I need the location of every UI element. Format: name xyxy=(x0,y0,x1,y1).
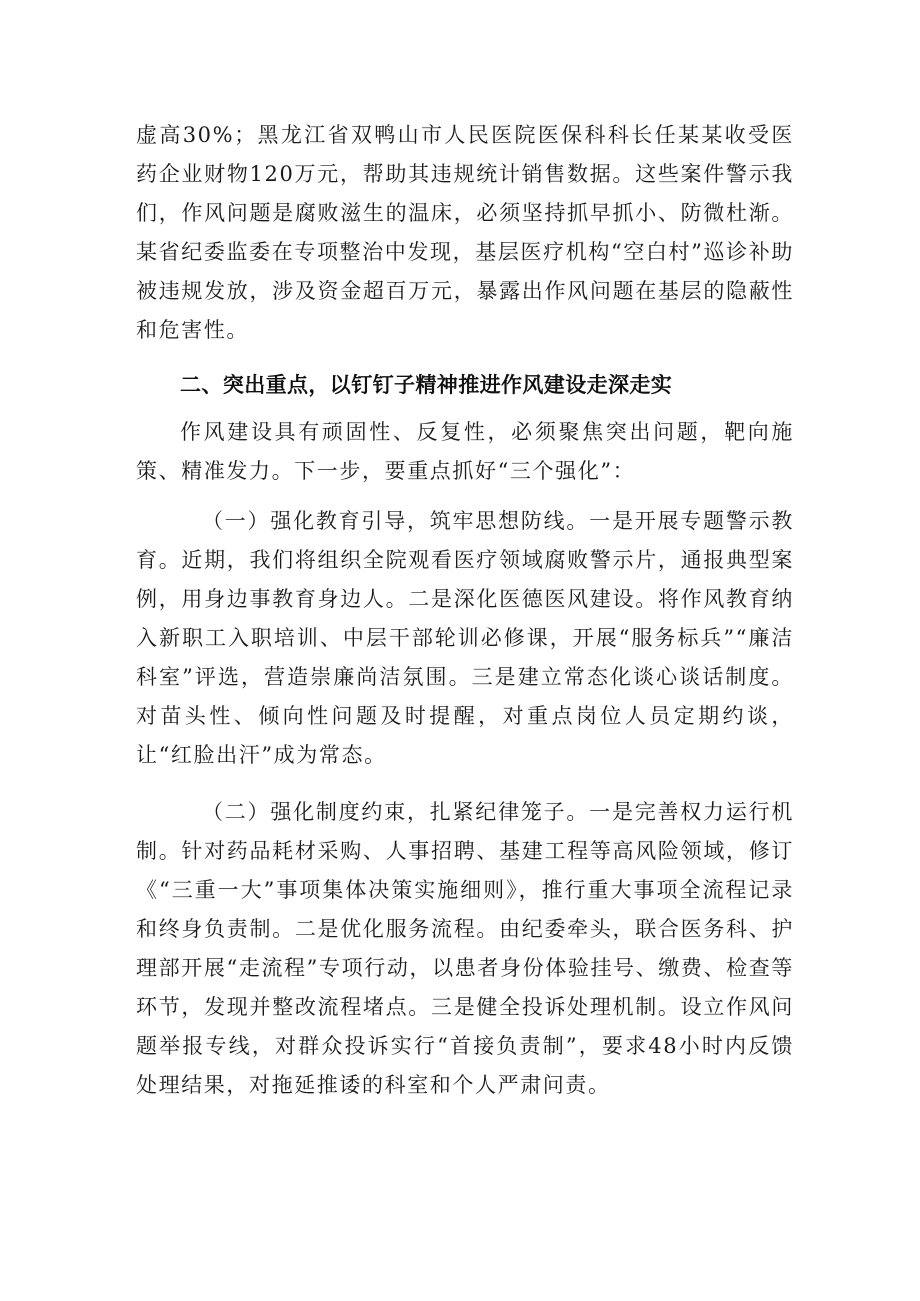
document-body xyxy=(136,116,794,1105)
paragraph-institution: （二）强化制度约束，扎紧纪律笼子。一是完善权力运行机制。针对药品耗材采购、人事招聘、基建工程等高风险领域，修订《“三重一大”事项集体决策实施细则》，推行重大事项全流程记录和终身负责制。二是优化服务流程。由纪委牵头，联合医务科、护理部开展“走流程”专项行动，以患者身份体验挂号、缴费、检查等环节，发现并整改流程堵点。三是健全投诉处理机制。设立作风问题举报专线，对群众投诉实行“首接负责制”，要求48小时内反馈处理结果，对拖延推诿的科室和个人严肃问责。 xyxy=(136,800,794,1097)
section-heading: 二、突出重点，以钉钉子精神推进作风建设走深走实 xyxy=(180,373,673,397)
paragraph-continued: 虚高30%；黑龙江省双鸭山市人民医院医保科科长任某某收受医药企业财物120万元，帮助其违规统计销售数据。这些案件警示我们，作风问题是腐败滋生的温床，必须坚持抓早抓小、防微杜渐。某省纪委监委在专项整治中发现，基层医疗机构“空白村”巡诊补助被违规发放，涉及资金超百万元，暴露出作风问题在基层的隐蔽性和危害性。 xyxy=(136,123,794,342)
paragraph-education: （一）强化教育引导，筑牢思想防线。一是开展专题警示教育。近期，我们将组织全院观看医疗领域腐败警示片，通报典型案例，用身边事教育身边人。二是深化医德医风建设。将作风教育纳入新职工入职培训、中层干部轮训必修课，开展“服务标兵”“廉洁科室”评选，营造崇廉尚洁氛围。三是建立常态化谈心谈话制度。对苗头性、倾向性问题及时提醒，对重点岗位人员定期约谈，让“红脸出汗”成为常态。 xyxy=(136,509,794,767)
paragraph-intro: 作风建设具有顽固性、反复性，必须聚焦突出问题，靶向施策、精准发力。下一步，要重点抓好“三个强化”： xyxy=(136,420,794,483)
